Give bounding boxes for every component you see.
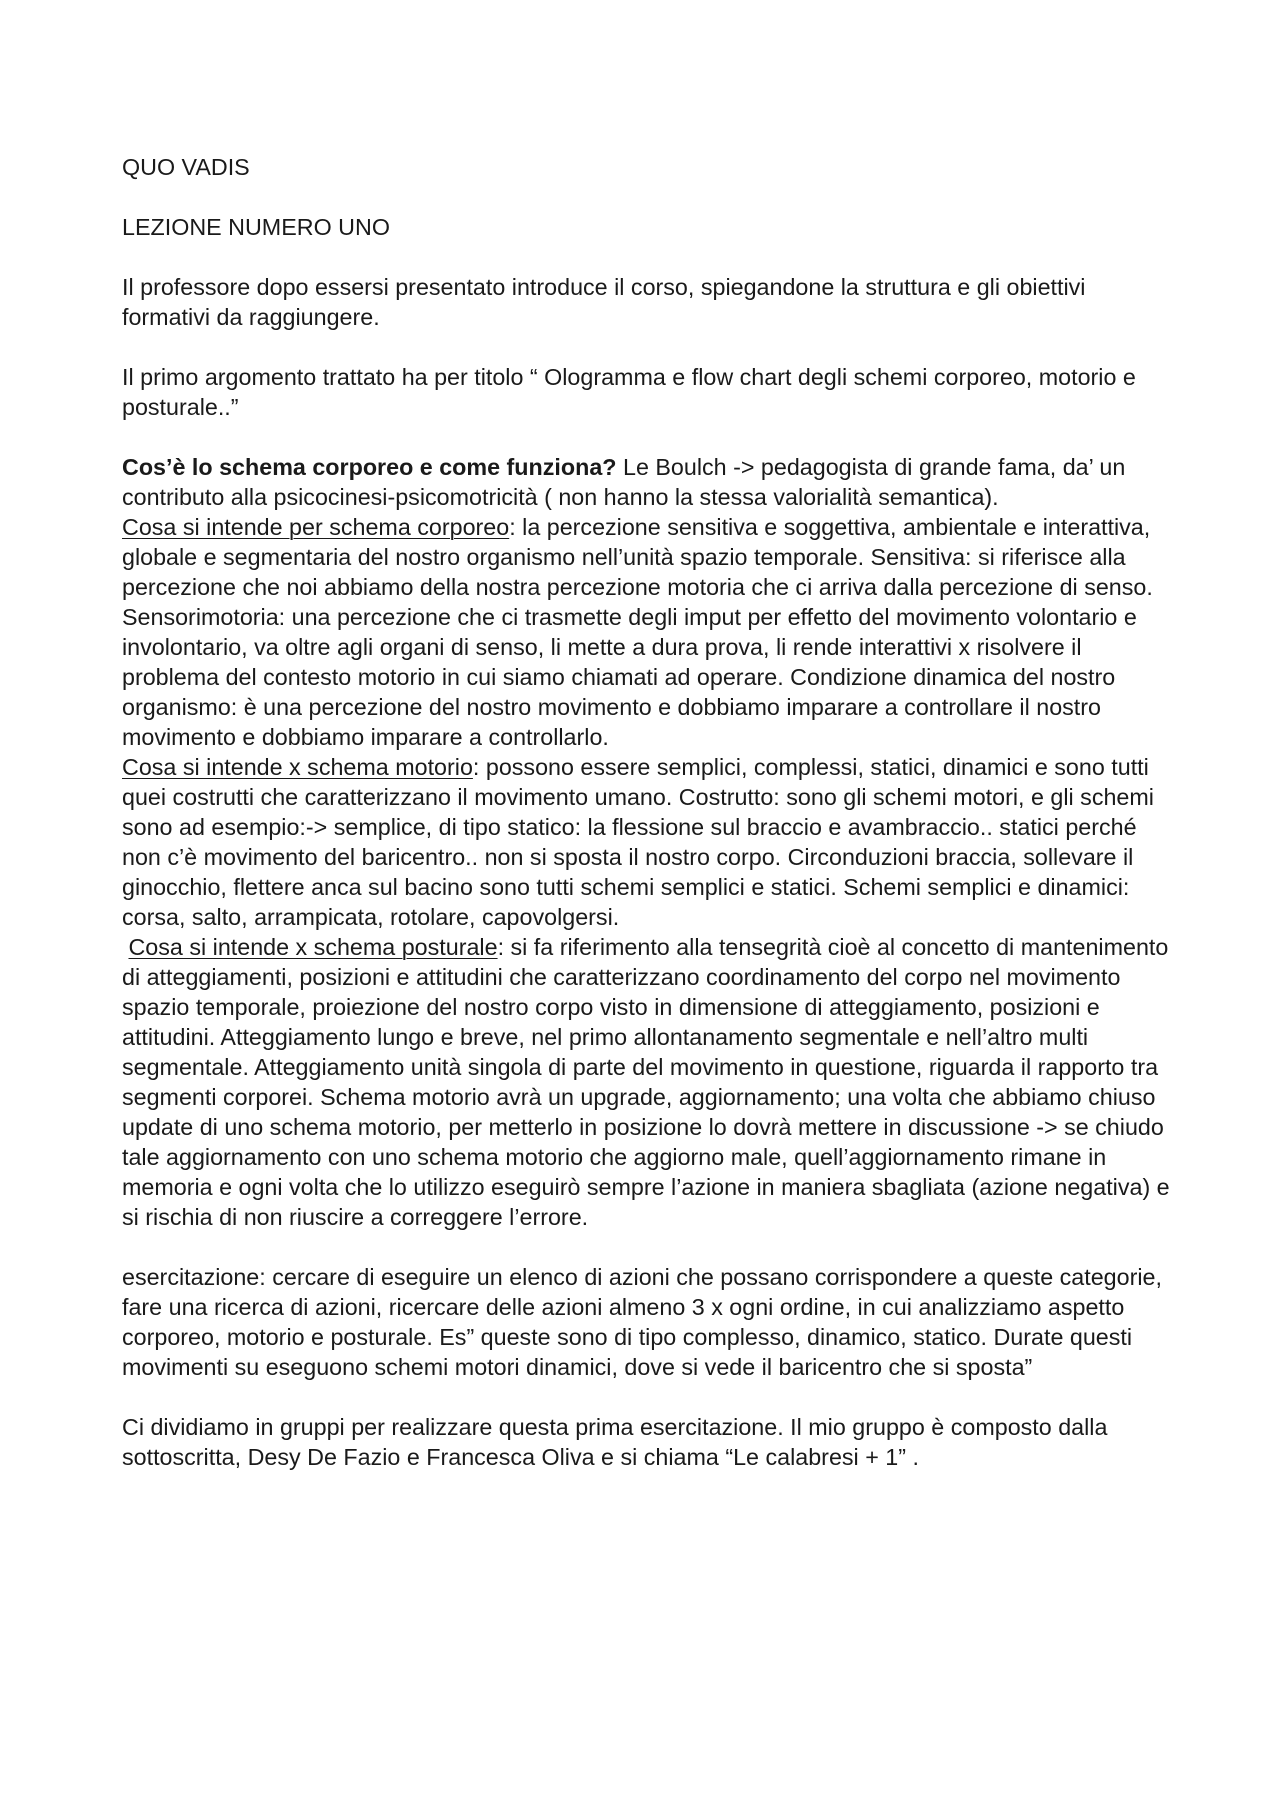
posturale-paragraph <box>122 932 1172 1232</box>
posturale-heading: Cosa si intende x schema posturale <box>128 934 498 960</box>
posturale-text: : si fa riferimento alla tensegrità cioè al concetto di mantenimento di atteggiamenti, posizioni e attitudini che caratterizzano coordinamento del corpo nel movimento spazio temporale, proiezione del nostro corpo visto in dimensione di atteggiamento, posizioni e attitudini. Atteggiamento lungo e breve, nel primo allontanamento segmentale e nell’altro multi segmentale. Atteggiamento unità singola di parte del movimento in questione, riguarda il rapporto tra segmenti corporei. Schema motorio avrà un upgrade, aggiornamento; una volta che abbiamo chiuso update di uno schema motorio, per metterlo in posizione lo dovrà mettere in discussione -> se chiudo tale aggiornamento con uno schema motorio che aggiorno male, quell’aggiornamento rimane in memoria e ogni volta che lo utilizzo eseguirò sempre l’azione in maniera sbagliata (azione negativa) e si rischia di non riuscire a correggere l’errore. <box>122 934 1170 1230</box>
body-schema-question-rest: Le Boulch -> pedagogista di grande fama, da’ un contributo alla psicocinesi-psicomotricità ( non hanno la stessa valorialità semantica). <box>122 454 1126 510</box>
document-title: QUO VADIS <box>122 154 250 180</box>
corporeo-text: : la percezione sensitiva e soggettiva, ambientale e interattiva, globale e segmentaria del nostro organismo nell’unità spazio temporale. Sensitiva: si riferisce alla percezione che noi abbiamo della nostra percezione motoria che ci arriva dalla percezione di senso. Sensorimotoria: una percezione che ci trasmette degli imput per effetto del movimento volontario e involontario, va oltre agli organi di senso, li mette a dura prova, li rende interattivi x risolvere il problema del contesto motorio in cui siamo chiamati ad operare. Condizione dinamica del nostro organismo: è una percezione del nostro movimento e dobbiamo imparare a controllare il nostro movimento e dobbiamo imparare a controllarlo. <box>122 514 1153 750</box>
lesson-heading: LEZIONE NUMERO UNO <box>122 214 390 240</box>
motorio-paragraph <box>122 752 1172 932</box>
exercise-paragraph: esercitazione: cercare di eseguire un elenco di azioni che possano corrispondere a queste categorie, fare una ricerca di azioni, ricercare delle azioni almeno 3 x ogni ordine, in cui analizziamo aspetto corporeo, motorio e posturale. Es” queste sono di tipo complesso, dinamico, statico. Durate questi movimenti su eseguono schemi motori dinamici, dove si vede il baricentro che si sposta” <box>122 1264 1162 1380</box>
intro-paragraph: Il professore dopo essersi presentato introduce il corso, spiegandone la struttura e gli obiettivi formativi da raggiungere. <box>122 274 1086 330</box>
motorio-text: : possono essere semplici, complessi, statici, dinamici e sono tutti quei costrutti che caratterizzano il movimento umano. Costrutto: sono gli schemi motori, e gli schemi sono ad esempio:-> semplice, di tipo statico: la flessione sul braccio e avambraccio.. statici perché non c’è movimento del baricentro.. non si sposta il nostro corpo. Circonduzioni braccia, sollevare il ginocchio, flettere anca sul bacino sono tutti schemi semplici e statici. Schemi semplici e dinamici: corsa, salto, arrampicata, rotolare, capovolgersi. <box>122 754 1154 930</box>
body-schema-paragraph <box>122 452 1172 512</box>
corporeo-paragraph <box>122 512 1172 752</box>
motorio-heading: Cosa si intende x schema motorio <box>122 754 473 780</box>
groups-paragraph: Ci dividiamo in gruppi per realizzare questa prima esercitazione. Il mio gruppo è composto dalla sottoscritta, Desy De Fazio e Francesca Oliva e si chiama “Le calabresi + 1” . <box>122 1414 1108 1470</box>
document-body <box>122 152 1172 1472</box>
body-schema-question: Cos’è lo schema corporeo e come funziona? <box>122 454 617 480</box>
corporeo-heading: Cosa si intende per schema corporeo <box>122 514 510 540</box>
first-topic-paragraph: Il primo argomento trattato ha per titolo “ Ologramma e flow chart degli schemi corporeo, motorio e posturale..” <box>122 364 1136 420</box>
